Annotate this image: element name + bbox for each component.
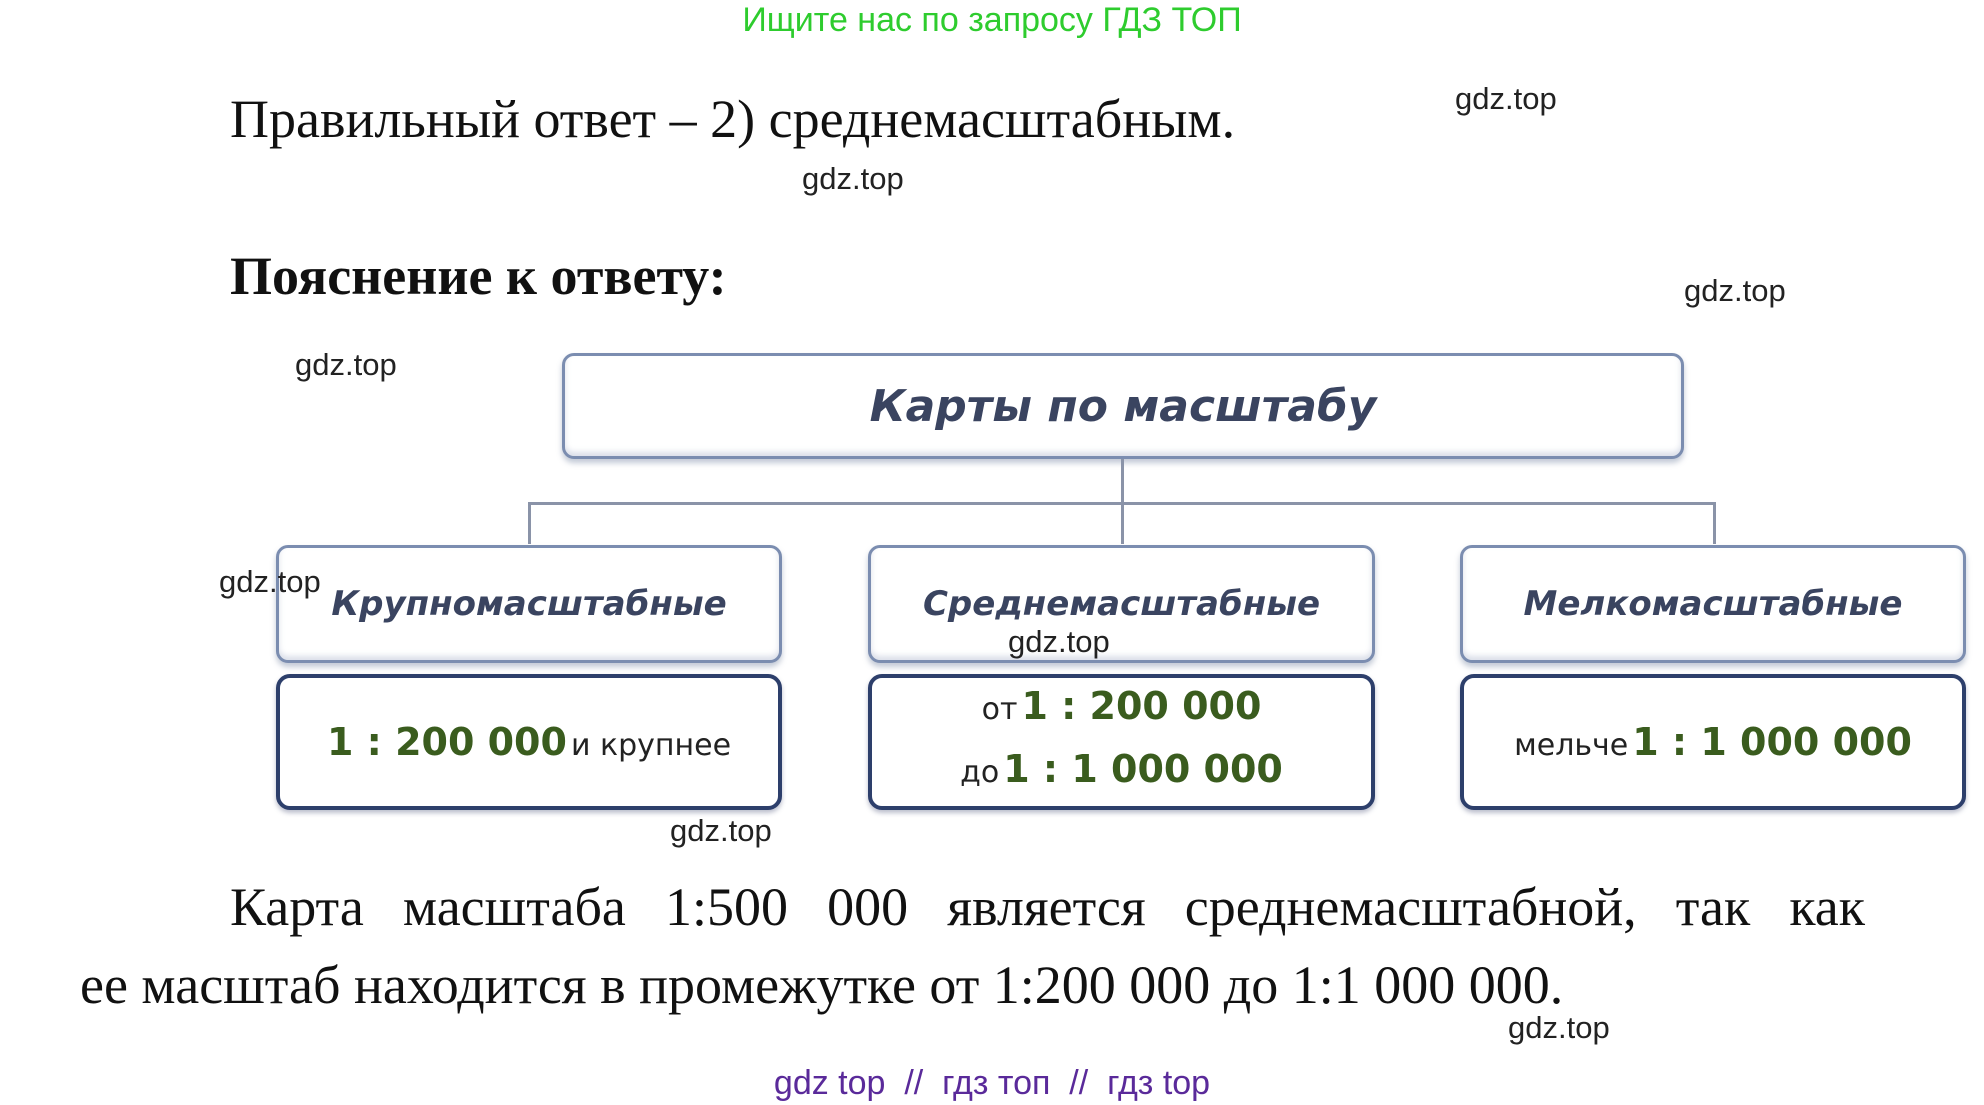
connector-left [528,502,531,544]
conclusion-paragraph [80,868,1865,1024]
watermark: gdz.top [1684,273,1786,308]
watermark: gdz.top [1508,1010,1610,1045]
value-large-scale-suffix: и крупнее [570,728,732,763]
value-medium-to-label: до [960,755,1000,790]
watermark: gdz.top [219,564,321,599]
top-banner: Ищите нас по запросу ГДЗ ТОП [742,1,1242,39]
category-medium-scale-title: Среднемасштабные [922,584,1321,624]
category-small-scale-title: Мелкомасштабные [1523,584,1903,624]
watermark: gdz.top [1008,624,1110,659]
value-medium-scale-box [868,674,1375,810]
diagram-root-box [562,353,1684,459]
watermark: gdz.top [670,813,772,848]
conclusion-line-2: ее масштаб находится в промежутке от 1:200 000 до 1:1 000 000. [80,955,1564,1015]
footer-links: gdz top // гдз топ // гдз top [773,1064,1211,1102]
conclusion-line-1: Карта масштаба 1:500 000 является среднемасштабной, так как [230,877,1865,937]
explanation-heading: Пояснение к ответу: [230,246,727,306]
answer-text: Правильный ответ – 2) среднемасштабным. [230,89,1236,149]
value-large-scale-ratio: 1 : 200 000 [326,720,567,764]
value-small-scale-prefix: мельче [1514,728,1629,763]
watermark: gdz.top [1455,81,1557,116]
category-large-scale-box [276,545,782,663]
diagram-root-title: Карты по масштабу [869,380,1377,432]
connector-horizontal [528,502,1716,505]
watermark: gdz.top [295,347,397,382]
connector-right [1713,502,1716,544]
value-medium-from-label: от [981,692,1018,727]
value-large-scale-box [276,674,782,810]
category-large-scale-title: Крупномасштабные [331,584,727,624]
watermark: gdz.top [802,161,904,196]
value-small-scale-box [1460,674,1966,810]
category-medium-scale-box [868,545,1375,663]
value-medium-from-ratio: 1 : 200 000 [1021,684,1262,728]
category-small-scale-box [1460,545,1966,663]
value-small-scale-ratio: 1 : 1 000 000 [1632,720,1912,764]
value-medium-to-ratio: 1 : 1 000 000 [1003,747,1283,791]
